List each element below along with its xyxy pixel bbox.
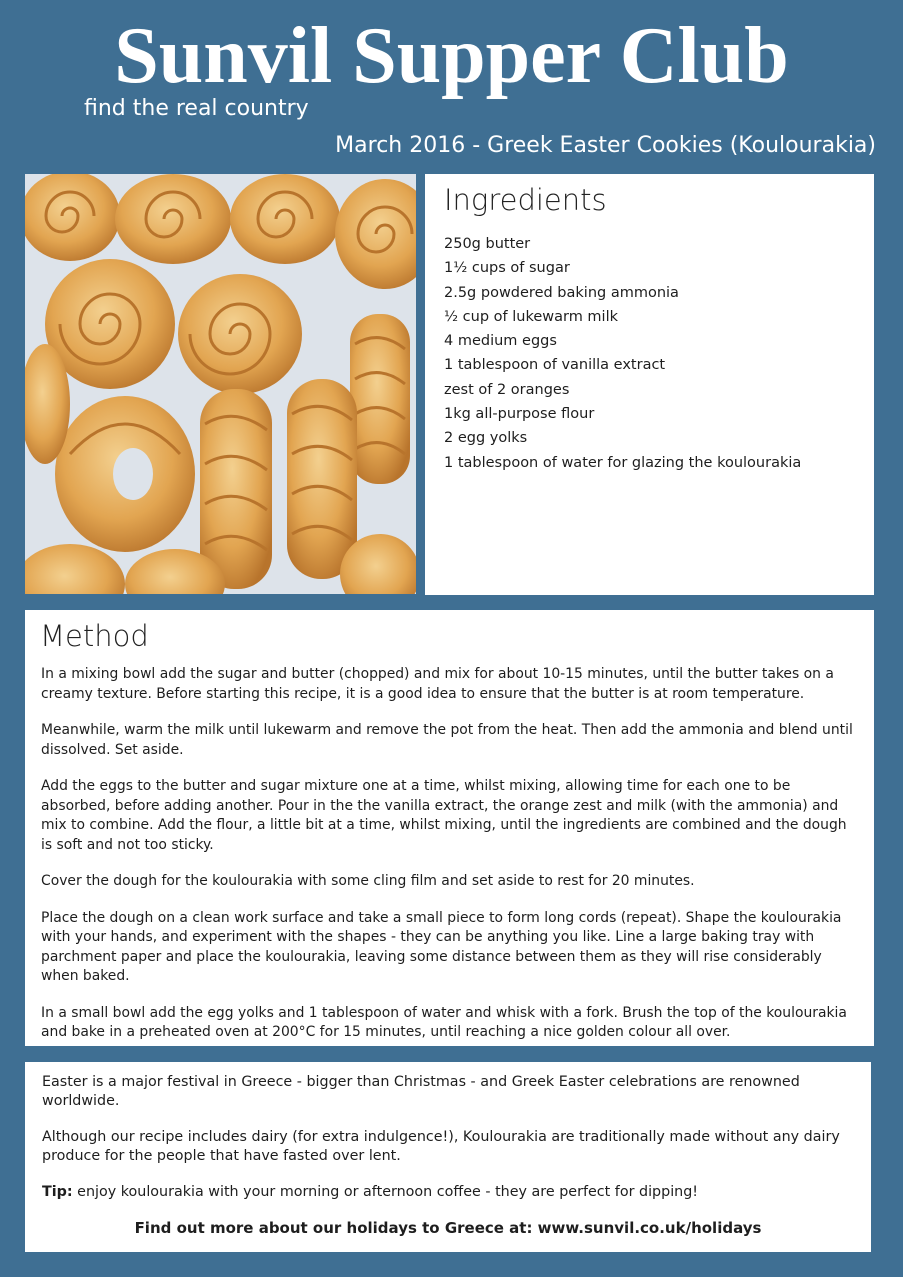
cookie-twist <box>200 389 272 589</box>
notes-panel <box>25 1062 871 1252</box>
method-steps <box>41 665 861 1060</box>
ingredient-item: 1 tablespoon of water for glazing the koulourakia <box>444 454 802 471</box>
method-paragraph: Place the dough on a clean work surface and take a small piece to form long cords (repeat). Shape the koulourakia with your hands, and experiment with the shapes - they can be anything you like. Line a large baking tray with parchment paper and place the koulourakia, leaving some distance between them as they will rise considerably when baked. <box>41 909 842 984</box>
notes-paragraph: Easter is a major festival in Greece - bigger than Christmas - and Greek Easter celebrations are renowned worldwide. <box>42 1074 800 1109</box>
recipe-subtitle: March 2016 - Greek Easter Cookies (Koulourakia) <box>335 133 876 158</box>
cookie-spiral <box>230 174 340 264</box>
page-title: Sunvil Supper Club <box>114 12 789 100</box>
cookies-illustration <box>25 174 416 594</box>
method-paragraph: In a mixing bowl add the sugar and butter (chopped) and mix for about 10-15 minutes, until the butter takes on a creamy texture. Before starting this recipe, it is a good idea to ensure that the butter is at room temperature. <box>41 666 834 702</box>
cookie-spiral <box>178 274 302 394</box>
ingredient-item: ½ cup of lukewarm milk <box>444 308 619 325</box>
ingredient-item: 1 tablespoon of vanilla extract <box>444 357 666 374</box>
ingredient-item: 4 medium eggs <box>444 333 557 350</box>
ingredient-item: 1½ cups of sugar <box>444 260 570 277</box>
ingredients-list <box>444 232 801 475</box>
tagline: find the real country <box>84 96 309 121</box>
method-paragraph: Meanwhile, warm the milk until lukewarm and remove the pot from the heat. Then add the ammonia and blend until dissolved. Set aside. <box>41 722 853 758</box>
tip-text: enjoy koulourakia with your morning or afternoon coffee - they are perfect for dipping! <box>72 1184 699 1200</box>
ingredient-item: zest of 2 oranges <box>444 381 570 398</box>
method-paragraph: Cover the dough for the koulourakia with some cling film and set aside to rest for 20 minutes. <box>41 873 695 889</box>
tip-paragraph <box>42 1183 857 1202</box>
ingredient-item: 2 egg yolks <box>444 430 528 447</box>
method-heading: Method <box>40 619 149 653</box>
cookie-twist <box>350 314 410 484</box>
notes-paragraph: Although our recipe includes dairy (for extra indulgence!), Koulourakia are traditionally made without any dairy produce for the people that have fasted over lent. <box>42 1129 840 1164</box>
ingredients-panel <box>425 174 874 595</box>
holidays-link-line: Find out more about our holidays to Greece at: www.sunvil.co.uk/holidays <box>134 1219 762 1237</box>
tip-label: Tip: <box>42 1184 73 1200</box>
cookie-twist <box>287 379 357 579</box>
method-paragraph: In a small bowl add the egg yolks and 1 tablespoon of water and whisk with a fork. Brush the top of the koulourakia and bake in a preheated oven at 200°C for 15 minutes, until reaching a nice golden colour all over. <box>41 1004 847 1040</box>
cookie-spiral <box>115 174 231 264</box>
method-panel <box>25 610 874 1046</box>
ingredient-item: 2.5g powdered baking ammonia <box>444 284 679 301</box>
cookie-ring <box>55 396 195 552</box>
method-paragraph: Add the eggs to the butter and sugar mixture one at a time, whilst mixing, allowing time for each one to be absorbed, before adding another. Pour in the the vanilla extract, the orange zest and milk (with the ammonia) and mix to combine. Add the flour, a little bit at a time, whilst mixing, until the ingredients are combined and the dough is soft and not too sticky. <box>41 778 847 853</box>
koulourakia-cookies-photo <box>25 174 416 594</box>
notes-body <box>42 1073 857 1219</box>
ingredients-heading: Ingredients <box>444 183 607 217</box>
ingredient-item: 1kg all-purpose flour <box>444 406 595 423</box>
ingredient-item: 250g butter <box>444 236 531 252</box>
